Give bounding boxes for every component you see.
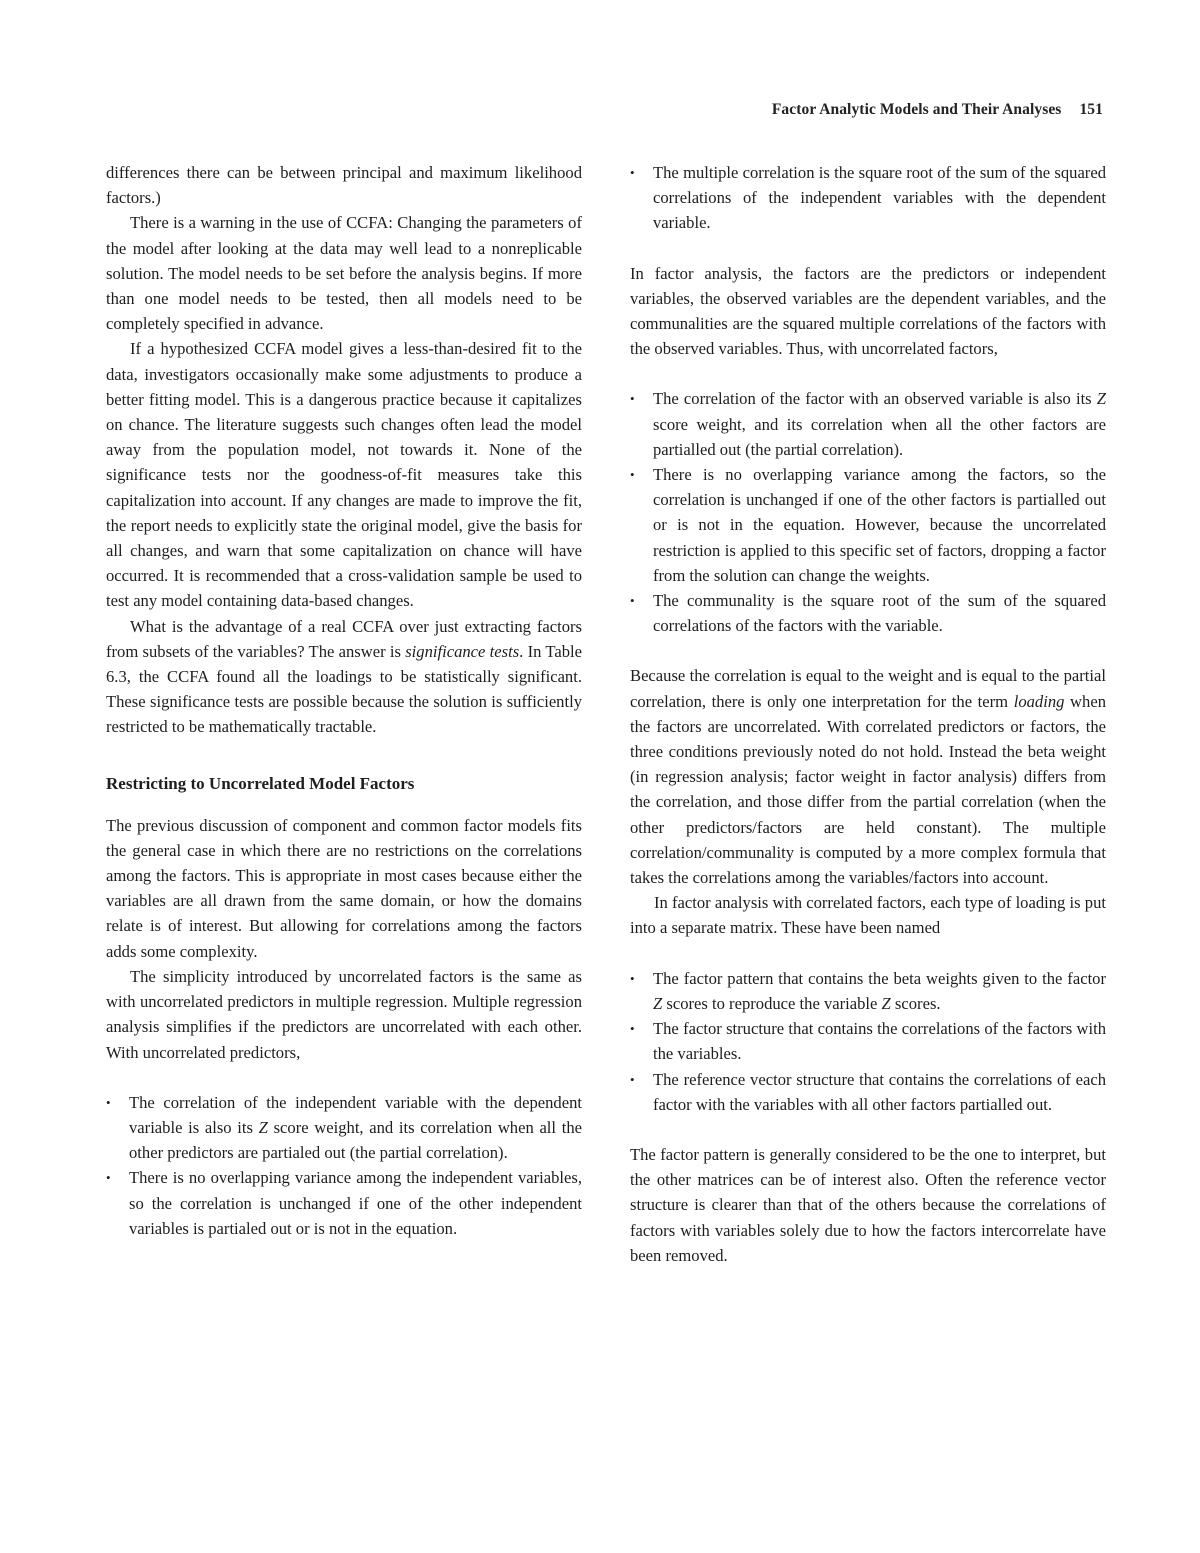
paragraph: There is a warning in the use of CCFA: Changing the parameters of the model after looking at the data may well lead to a nonreplicable solution. The model needs to be set before the analysis begins. If more than one model needs to be tested, then all models need to be completely specified in advance.: [106, 213, 582, 334]
paragraph: [630, 663, 1106, 890]
list-item: [106, 1090, 582, 1166]
text-run: The factor pattern that contains the beta weights given to the factor: [653, 968, 1106, 988]
text-run: What is the advantage of a real CCFA over just extracting factors from subsets of the variables? The answer is: [106, 616, 582, 661]
list-item: • There is no overlapping variance among the factors, so the correlation is unchanged if one of the other factors is partialled out or is not in the equation. However, because the uncorrelated restriction is applied to this specific set of factors, dropping a factor from the solution can change the weights.: [630, 462, 1106, 588]
text-run: scores to reproduce the variable: [662, 993, 882, 1013]
text-run: when the factors are uncorrelated. With correlated predictors or factors, the three conditions previously noted do not hold. Instead the beta weight (in regression analysis; factor weight in factor analysis) differs from the correlation, and those differ from the partial correlation (when the other predictors/factors are held constant). The multiple correlation/communality is computed by a more complex formula that takes the correlations among the variables/factors into account.: [630, 691, 1107, 888]
list-item: [630, 386, 1106, 462]
bullet-list: [630, 966, 1106, 1117]
list-item: • The reference vector structure that contains the correlations of each factor with the variables with all other factors partialled out.: [630, 1067, 1106, 1117]
paragraph: The factor pattern is generally considered to be the one to interpret, but the other matrices can be of interest also. Often the reference vector structure is clearer than that of the others because the correlations of factors with variables solely due to how the factors intercorrelate have been removed.: [630, 1144, 1106, 1265]
emphasis-text: loading: [1013, 691, 1065, 711]
list-item: • The multiple correlation is the square root of the sum of the squared correlations of the independent variables with the dependent variable.: [630, 160, 1106, 236]
paragraph: [106, 614, 582, 740]
list-item: • The factor structure that contains the correlations of the factors with the variables.: [630, 1016, 1106, 1066]
bullet-list: [630, 160, 1106, 236]
paragraph: In factor analysis, the factors are the predictors or independent variables, the observed variables are the dependent variables, and the communalities are the squared multiple correlations of the factors with the observed variables. Thus, with uncorrelated factors,: [630, 263, 1106, 359]
text-run: scores.: [890, 993, 941, 1013]
emphasis-text: Z: [258, 1117, 268, 1137]
list-item: • The communality is the square root of the sum of the squared correlations of the factors with the variable.: [630, 588, 1106, 638]
text-run: The correlation of the factor with an observed variable is also its: [653, 389, 1097, 409]
right-column: [630, 160, 1106, 1268]
paragraph: The simplicity introduced by uncorrelated factors is the same as with uncorrelated predictors in multiple regression. Multiple regression analysis simplifies if the predictors are uncorrelated with each other. With uncorrelated predictors,: [106, 966, 582, 1062]
bullet-list: [630, 386, 1106, 638]
text-run: score weight, and its correlation when all the other predictors are partialed out (the partial correlation).: [129, 1117, 582, 1163]
text-run: Because the correlation is equal to the weight and is equal to the partial correlation, there is only one interpretation for the term: [630, 666, 1106, 711]
left-column: [106, 160, 582, 1241]
emphasis-text: Z: [881, 993, 891, 1013]
section-heading: Restricting to Uncorrelated Model Factors: [106, 773, 415, 793]
emphasis-text: significance tests: [405, 641, 520, 661]
paragraph: The previous discussion of component and common factor models fits the general case in which there are no restrictions on the correlations among the factors. This is appropriate in most cases because either the variables are all drawn from the same domain, or how the domains relate is of interest. But allowing for correlations among the factors adds some complexity.: [106, 815, 582, 961]
text-run: The correlation of the independent variable with the dependent variable is also its: [129, 1092, 582, 1137]
list-item: [630, 966, 1106, 1016]
emphasis-text: Z: [1096, 389, 1106, 409]
list-item: • There is no overlapping variance among the independent variables, so the correlation is unchanged if one of the other independent variables is partialed out or is not in the equation.: [106, 1165, 582, 1241]
page-number: 151: [1079, 101, 1103, 118]
paragraph: In factor analysis with correlated factors, each type of loading is put into a separate matrix. These have been named: [630, 893, 1106, 938]
text-run: . In Table 6.3, the CCFA found all the loadings to be statistically significant. These significance tests are possible because the solution is sufficiently restricted to be mathematically tractable.: [106, 641, 582, 737]
paragraph: differences there can be between principal and maximum likelihood factors.): [106, 163, 582, 208]
running-title: Factor Analytic Models and Their Analyses: [771, 101, 1062, 118]
text-run: score weight, and its correlation when all the other factors are partialled out (the partial correlation).: [653, 414, 1106, 459]
running-header: [772, 101, 1103, 119]
bullet-list: [106, 1090, 582, 1241]
emphasis-text: Z: [653, 993, 663, 1013]
paragraph: If a hypothesized CCFA model gives a less-than-desired fit to the data, investigators occasionally make some adjustments to produce a better fitting model. This is a dangerous practice because it capitalizes on chance. The literature suggests such changes often lead the model away from the population model, not towards it. None of the significance tests nor the goodness-of-fit measures take this capitalization into account. If any changes are made to improve the fit, the report needs to explicitly state the original model, give the basis for all changes, and warn that some capitalization on chance will have occurred. It is recommended that a cross-validation sample be used to test any model containing data-based changes.: [106, 339, 582, 611]
